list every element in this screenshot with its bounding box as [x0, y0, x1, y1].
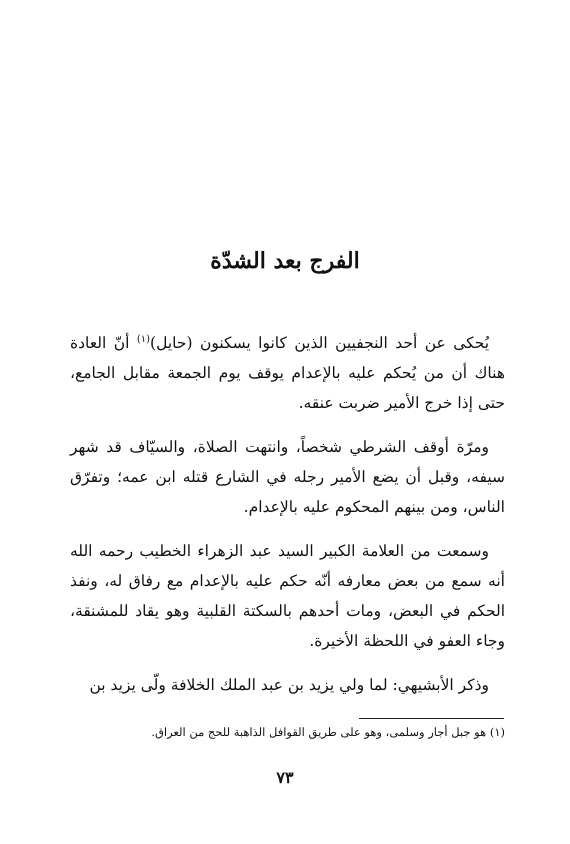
footnote-divider — [359, 718, 504, 719]
paragraph-4: وذكر الأبشيهي: لما ولي يزيد بن عبد الملك الخلافة ولّى يزيد بن — [89, 676, 489, 694]
paragraph-1-continuation: أنّ العادة هناك أن من يُحكم عليه بالإعدام يوقف يوم الجمعة مقابل الجامع، حتى إذا خرج الأمير ضربت عنقه. — [70, 334, 505, 412]
paragraph-1-text: يُحكى عن أحد النجفيين الذين كانوا يسكنون (حايل) — [150, 334, 490, 352]
body-text — [70, 328, 505, 714]
chapter-title: الفرج بعد الشدّة — [210, 248, 360, 274]
paragraph-3: وسمعت من العلامة الكبير السيد عبد الزهراء الخطيب رحمه الله أنه سمع من بعض معارفه أنّه حكم عليه بالإعدام مع رفاق له، ونفذ الحكم في البعض، ومات أحدهم بالسكتة القلبية وهو يقاد للمشنقة، وجاء العفو في اللحظة الأخيرة. — [70, 542, 505, 650]
page-number: ٧٣ — [276, 768, 294, 787]
footnote: (١) هو جبل أجار وسلمى، وهو على طريق القوافل الذاهبة للحج من العراق. — [151, 725, 505, 739]
paragraph-1 — [70, 328, 505, 418]
paragraph-2: ومرّة أوقف الشرطي شخصاً، وانتهت الصلاة، والسيّاف قد شهر سيفه، وقبل أن يضع الأمير رجله في الشارع قتله ابن عمه؛ وتفرّق الناس، ومن بينهم المحكوم عليه بالإعدام. — [70, 438, 505, 516]
footnote-reference: (١) — [136, 333, 151, 345]
